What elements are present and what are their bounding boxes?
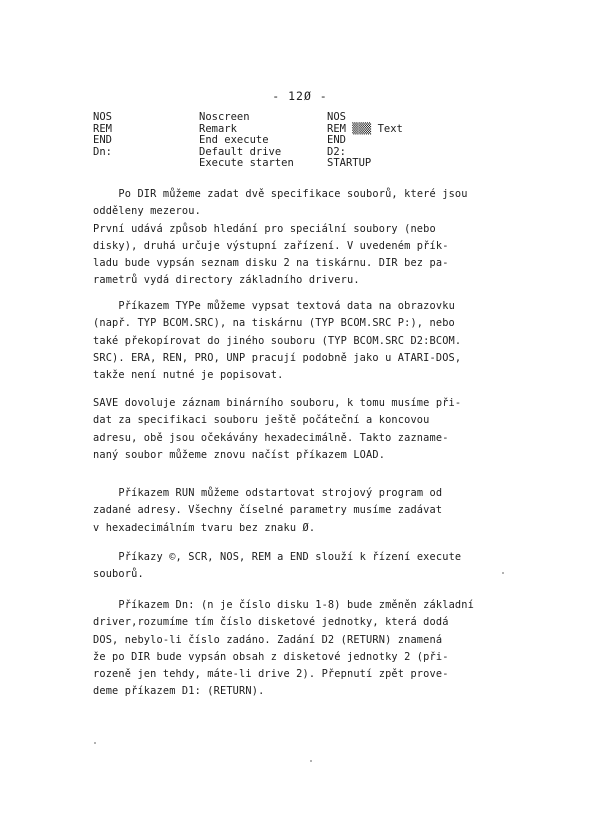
command-example: REM ▒▒▒ Text xyxy=(327,122,403,135)
command-example: END xyxy=(327,134,346,147)
command-description: Noscreen xyxy=(199,111,250,123)
command-example: NOS xyxy=(327,111,346,123)
command-keyword: Dn: xyxy=(93,145,112,158)
paragraph-run: Příkazem RUN můžeme odstartovat strojový program od zadané adresy. Všechny číselné parametry musíme zadávat v hexadecimálním tvaru bez znaku Ø. xyxy=(93,487,443,534)
command-description: Execute starten xyxy=(199,157,294,170)
paragraph-dir: Po DIR můžeme zadat dvě specifikace souborů, které jsou odděleny mezerou. První udává způsob hledání pro speciální soubory (nebo disky), druhá určuje výstupní zařízení. V uvedeném přík- ladu bude vypsán seznam disku 2 na tiskárnu. DIR bez pa- rametrů vydá directory základního driveru. xyxy=(93,188,468,287)
paragraph-type: Příkazem TYPe můžeme vypsat textová data na obrazovku (např. TYP BCOM.SRC), na tiskárnu (TYP BCOM.SRC P:), nebo také překopírovat do jiného souboru (TYP BCOM.SRC D2:BCOM. SRC). ERA, REN, PRO, UNP pracují podobně jako u ATARI-DOS, takže není nutné je popisovat. xyxy=(93,300,462,382)
paragraph-execute-commands: Příkazy ©, SCR, NOS, REM a END slouží k řízení execute souborů. xyxy=(93,551,462,581)
command-description: Remark xyxy=(199,122,237,135)
paragraph-default-drive: Příkazem Dn: (n je číslo disku 1-8) bude změněn základní driver,rozumíme tím číslo disketové jednotky, která dodá DOS, nebylo-li číslo zadáno. Zadání D2 (RETURN) znamená že po DIR bude vypsán obsah z disketové jednotky 2 (při- rozeně jen tehdy, máte-li drive 2). Přepnutí zpět prove- deme příkazem D1: (RETURN). xyxy=(93,599,474,698)
command-example: D2: xyxy=(327,145,346,158)
command-example: STARTUP xyxy=(327,157,372,170)
command-keyword: END xyxy=(93,134,112,147)
scan-speck xyxy=(502,572,504,574)
scan-speck xyxy=(310,760,312,762)
scan-speck xyxy=(94,742,96,744)
command-keyword: REM xyxy=(93,122,112,135)
command-keyword: NOS xyxy=(93,111,112,123)
command-description: End execute xyxy=(199,134,269,147)
page-number: - 12Ø - xyxy=(272,89,328,103)
paragraph-save: SAVE dovoluje záznam binárního souboru, k tomu musíme při- dat za specifikaci souboru ještě počáteční a koncovou adresu, obě jsou očekávány hexadecimálně. Takto zazname- naný soubor můžeme znovu načíst příkazem LOAD. xyxy=(93,397,462,461)
command-description: Default drive xyxy=(199,145,282,158)
